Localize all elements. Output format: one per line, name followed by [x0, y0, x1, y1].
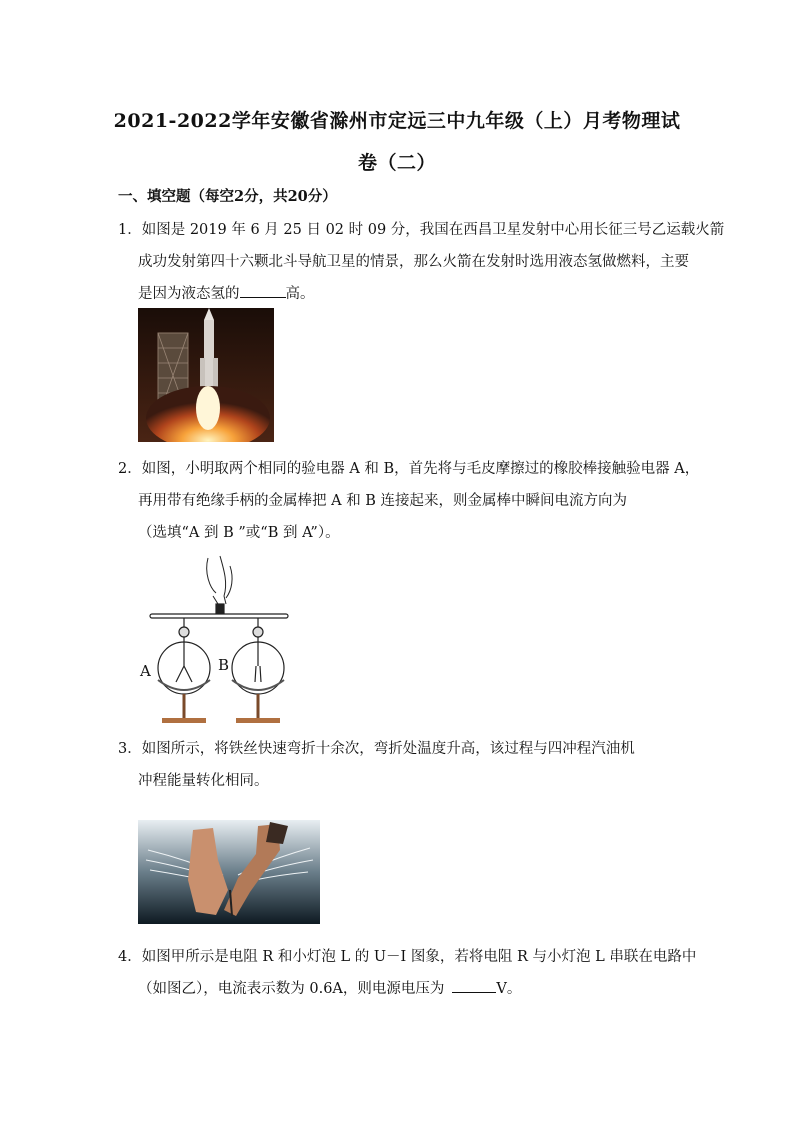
- q3-line-1: [118, 737, 635, 758]
- q4-line-2: [138, 977, 521, 998]
- q2-line-2-text: 再用带有绝缘手柄的金属棒把 A 和 B 连接起来，则金属棒中瞬间电流方向为: [138, 493, 628, 509]
- electroscope-label-a: A: [140, 662, 151, 680]
- page-title-line-1: 2021-2022学年安徽省滁州市定远三中九年级（上）月考物理试: [113, 110, 681, 132]
- q4-line-2-text: （如图乙），电流表示数为 0.6A，则电源电压为: [138, 981, 445, 997]
- q1-line-3: [138, 282, 315, 303]
- q1-line-3-text: 是因为液态氢的: [138, 286, 240, 302]
- q4-line-1: 4．如图甲所示是电阻 R 和小灯泡 L 的 U－I 图象，若将电阻 R 与小灯泡 L 串联在电路中: [118, 949, 697, 965]
- q2-line-3: （选填“A 到 B ”或“B 到 A”）。: [138, 525, 340, 541]
- page-title-line-2: 卷（二）: [357, 152, 436, 174]
- q1-line-3-end: 高。: [285, 286, 315, 302]
- q2-line-2: [138, 489, 627, 510]
- q3-line-2: 冲程能量转化相同。: [138, 773, 269, 789]
- electroscope-diagram: [138, 548, 298, 728]
- q3-line-1-text: 3．如图所示，将铁丝快速弯折十余次，弯折处温度升高，该过程与四冲程汽油机: [118, 741, 635, 757]
- rocket-launch-image: [138, 308, 274, 442]
- q1-line-1: 1．如图是 2019 年 6 月 25 日 02 时 09 分，我国在西昌卫星发射中心用长征三号乙运载火箭: [118, 222, 725, 238]
- electroscope-label-b: B: [218, 656, 230, 674]
- bending-wire-image: [138, 820, 320, 924]
- q1-answer-blank[interactable]: [240, 285, 286, 298]
- q4-answer-blank[interactable]: [452, 980, 496, 993]
- section-heading: 一、填空题（每空2分，共20分）: [118, 188, 337, 205]
- q4-line-2-end: V。: [496, 981, 522, 997]
- q1-line-2: 成功发射第四十六颗北斗导航卫星的情景，那么火箭在发射时选用液态氢做燃料，主要: [138, 254, 689, 270]
- q2-line-1: 2．如图，小明取两个相同的验电器 A 和 B，首先将与毛皮摩擦过的橡胶棒接触验电器 A，: [118, 461, 700, 477]
